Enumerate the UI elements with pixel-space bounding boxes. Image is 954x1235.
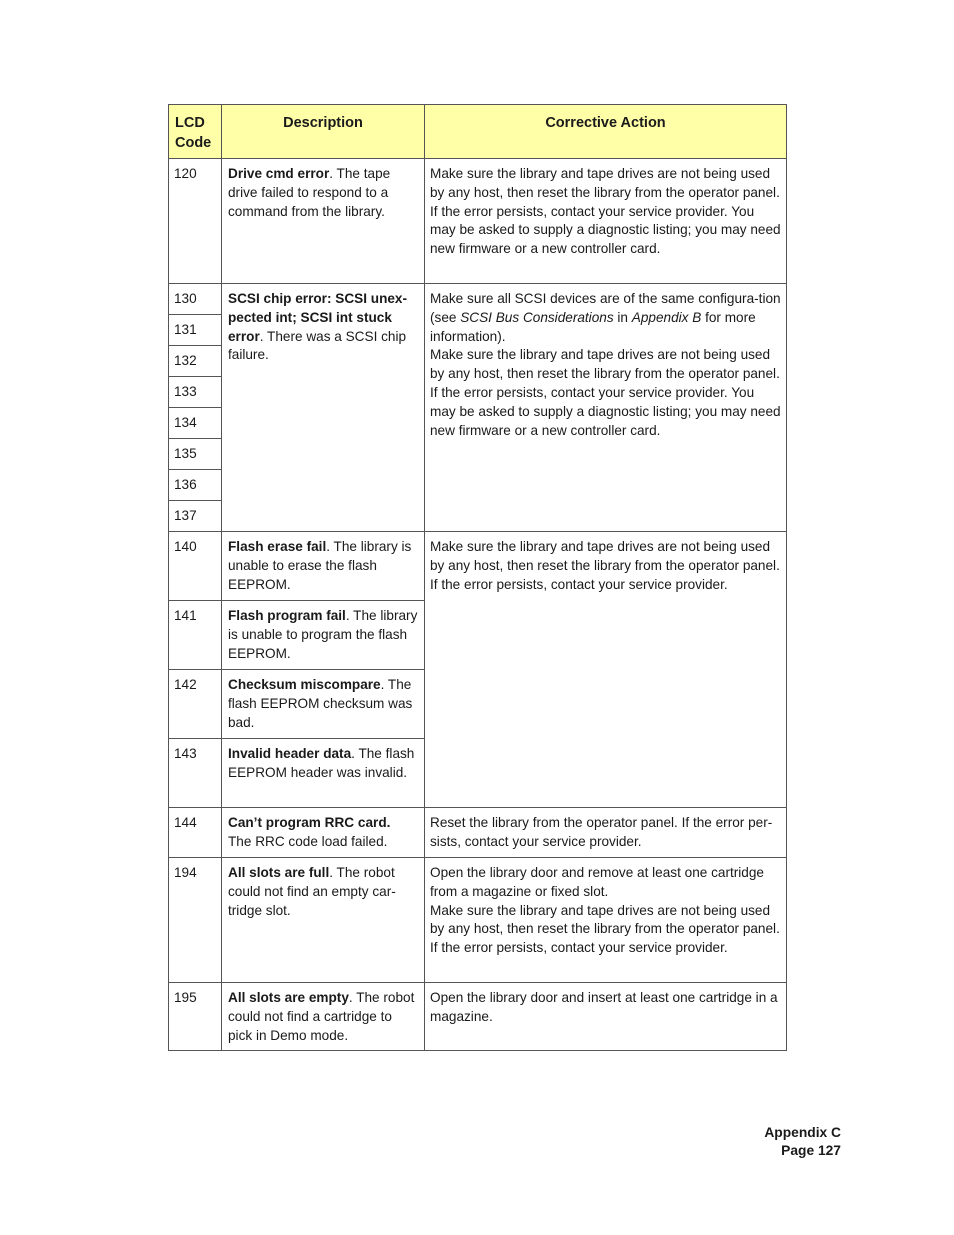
reference-title: SCSI Bus Considerations (460, 309, 614, 325)
lcd-code: 195 (169, 983, 222, 1051)
action-step: Make sure the library and tape drives are not being used by any host, then reset the library from the operator panel. (430, 539, 780, 573)
error-detail: . The tape drive failed to respond to a command from the library. (228, 166, 391, 219)
error-name: Flash program fail (228, 608, 346, 623)
error-description (222, 532, 425, 601)
action-step: If the error persists, contact your service provider. You may be asked to supply a diagnostic listing; you may need new firmware or a new controller card. (430, 384, 781, 438)
reference-appendix: Appendix B (631, 309, 702, 325)
corrective-action (425, 532, 787, 808)
error-detail: . The library is unable to erase the flash EEPROM. (228, 539, 412, 592)
lcd-code: 141 (169, 601, 222, 670)
table-header-row (169, 105, 787, 159)
table-row (169, 159, 787, 284)
lcd-error-table (168, 104, 787, 1051)
lcd-code: 133 (169, 377, 222, 408)
action-text: Make sure all SCSI devices are of the same configura-tion (see (430, 291, 781, 325)
lcd-code: 140 (169, 532, 222, 601)
error-detail: . The library is unable to program the flash EEPROM. (228, 608, 418, 661)
error-name: Checksum miscompare (228, 677, 381, 692)
lcd-code: 132 (169, 346, 222, 377)
error-detail: The RRC code load failed. (228, 833, 388, 849)
lcd-code: 131 (169, 315, 222, 346)
corrective-action (425, 284, 787, 532)
action-step (430, 290, 781, 346)
error-name: SCSI chip error: SCSI unex-pected int; SCSI int stuck error (228, 291, 408, 344)
error-name: Drive cmd error (228, 166, 330, 181)
error-detail: . The flash EEPROM header was invalid. (228, 746, 415, 780)
error-detail: . The robot could not find a cartridge to pick in Demo mode. (228, 990, 415, 1043)
error-description (222, 670, 425, 739)
lcd-code: 142 (169, 670, 222, 739)
action-step: If the error persists, contact your service provider. (430, 940, 728, 956)
table-row (169, 858, 787, 983)
lcd-code: 194 (169, 858, 222, 983)
lcd-code: 143 (169, 739, 222, 808)
header-description: Description (222, 105, 425, 159)
error-description (222, 858, 425, 983)
error-detail: . There was a SCSI chip failure. (228, 328, 407, 363)
action-step: If the error persists, contact your service provider. You may be asked to supply a diagnostic listing; you may need new firmware or a new controller card. (430, 203, 781, 257)
error-description (222, 983, 425, 1051)
table-row (169, 532, 787, 601)
table-row (169, 284, 787, 315)
corrective-action (425, 159, 787, 284)
error-description (222, 739, 425, 808)
corrective-action: Reset the library from the operator panel. If the error per-sists, contact your service provider. (425, 808, 787, 858)
lcd-code: 130 (169, 284, 222, 315)
error-name: All slots are empty (228, 990, 349, 1005)
lcd-code: 137 (169, 501, 222, 532)
action-step: Make sure the library and tape drives are not being used by any host, then reset the library from the operator panel. (430, 166, 780, 200)
error-description (222, 284, 425, 532)
table-row (169, 983, 787, 1051)
table-row (169, 808, 787, 858)
error-name: Can’t program RRC card. (228, 815, 391, 830)
appendix-label: Appendix C (764, 1125, 841, 1140)
error-name: All slots are full (228, 865, 330, 880)
error-description (222, 601, 425, 670)
page-number: Page 127 (781, 1143, 841, 1158)
lcd-code: 120 (169, 159, 222, 284)
error-detail: . The robot could not find an empty car-tridge slot. (228, 865, 396, 918)
page-footer (764, 1124, 841, 1160)
action-step: Make sure the library and tape drives are not being used by any host, then reset the library from the operator panel. (430, 902, 780, 937)
error-name: Flash erase fail (228, 539, 327, 554)
action-step: If the error persists, contact your service provider. (430, 576, 728, 592)
header-corrective-action: Corrective Action (425, 105, 787, 159)
lcd-code: 135 (169, 439, 222, 470)
action-step: Open the library door and remove at least one cartridge from a magazine or fixed slot. (430, 865, 764, 899)
action-text: for more information). (430, 309, 756, 344)
corrective-action (425, 858, 787, 983)
lcd-code: 134 (169, 408, 222, 439)
error-description (222, 808, 425, 858)
action-step: Make sure the library and tape drives are not being used by any host, then reset the library from the operator panel. (430, 347, 780, 382)
lcd-code: 136 (169, 470, 222, 501)
error-detail: . The flash EEPROM checksum was bad. (228, 677, 413, 730)
lcd-code: 144 (169, 808, 222, 858)
action-text: in (613, 309, 632, 325)
error-name: Invalid header data (228, 746, 352, 761)
error-description (222, 159, 425, 284)
header-lcd-code: LCD Code (169, 105, 222, 159)
corrective-action: Open the library door and insert at least one cartridge in a magazine. (425, 983, 787, 1051)
